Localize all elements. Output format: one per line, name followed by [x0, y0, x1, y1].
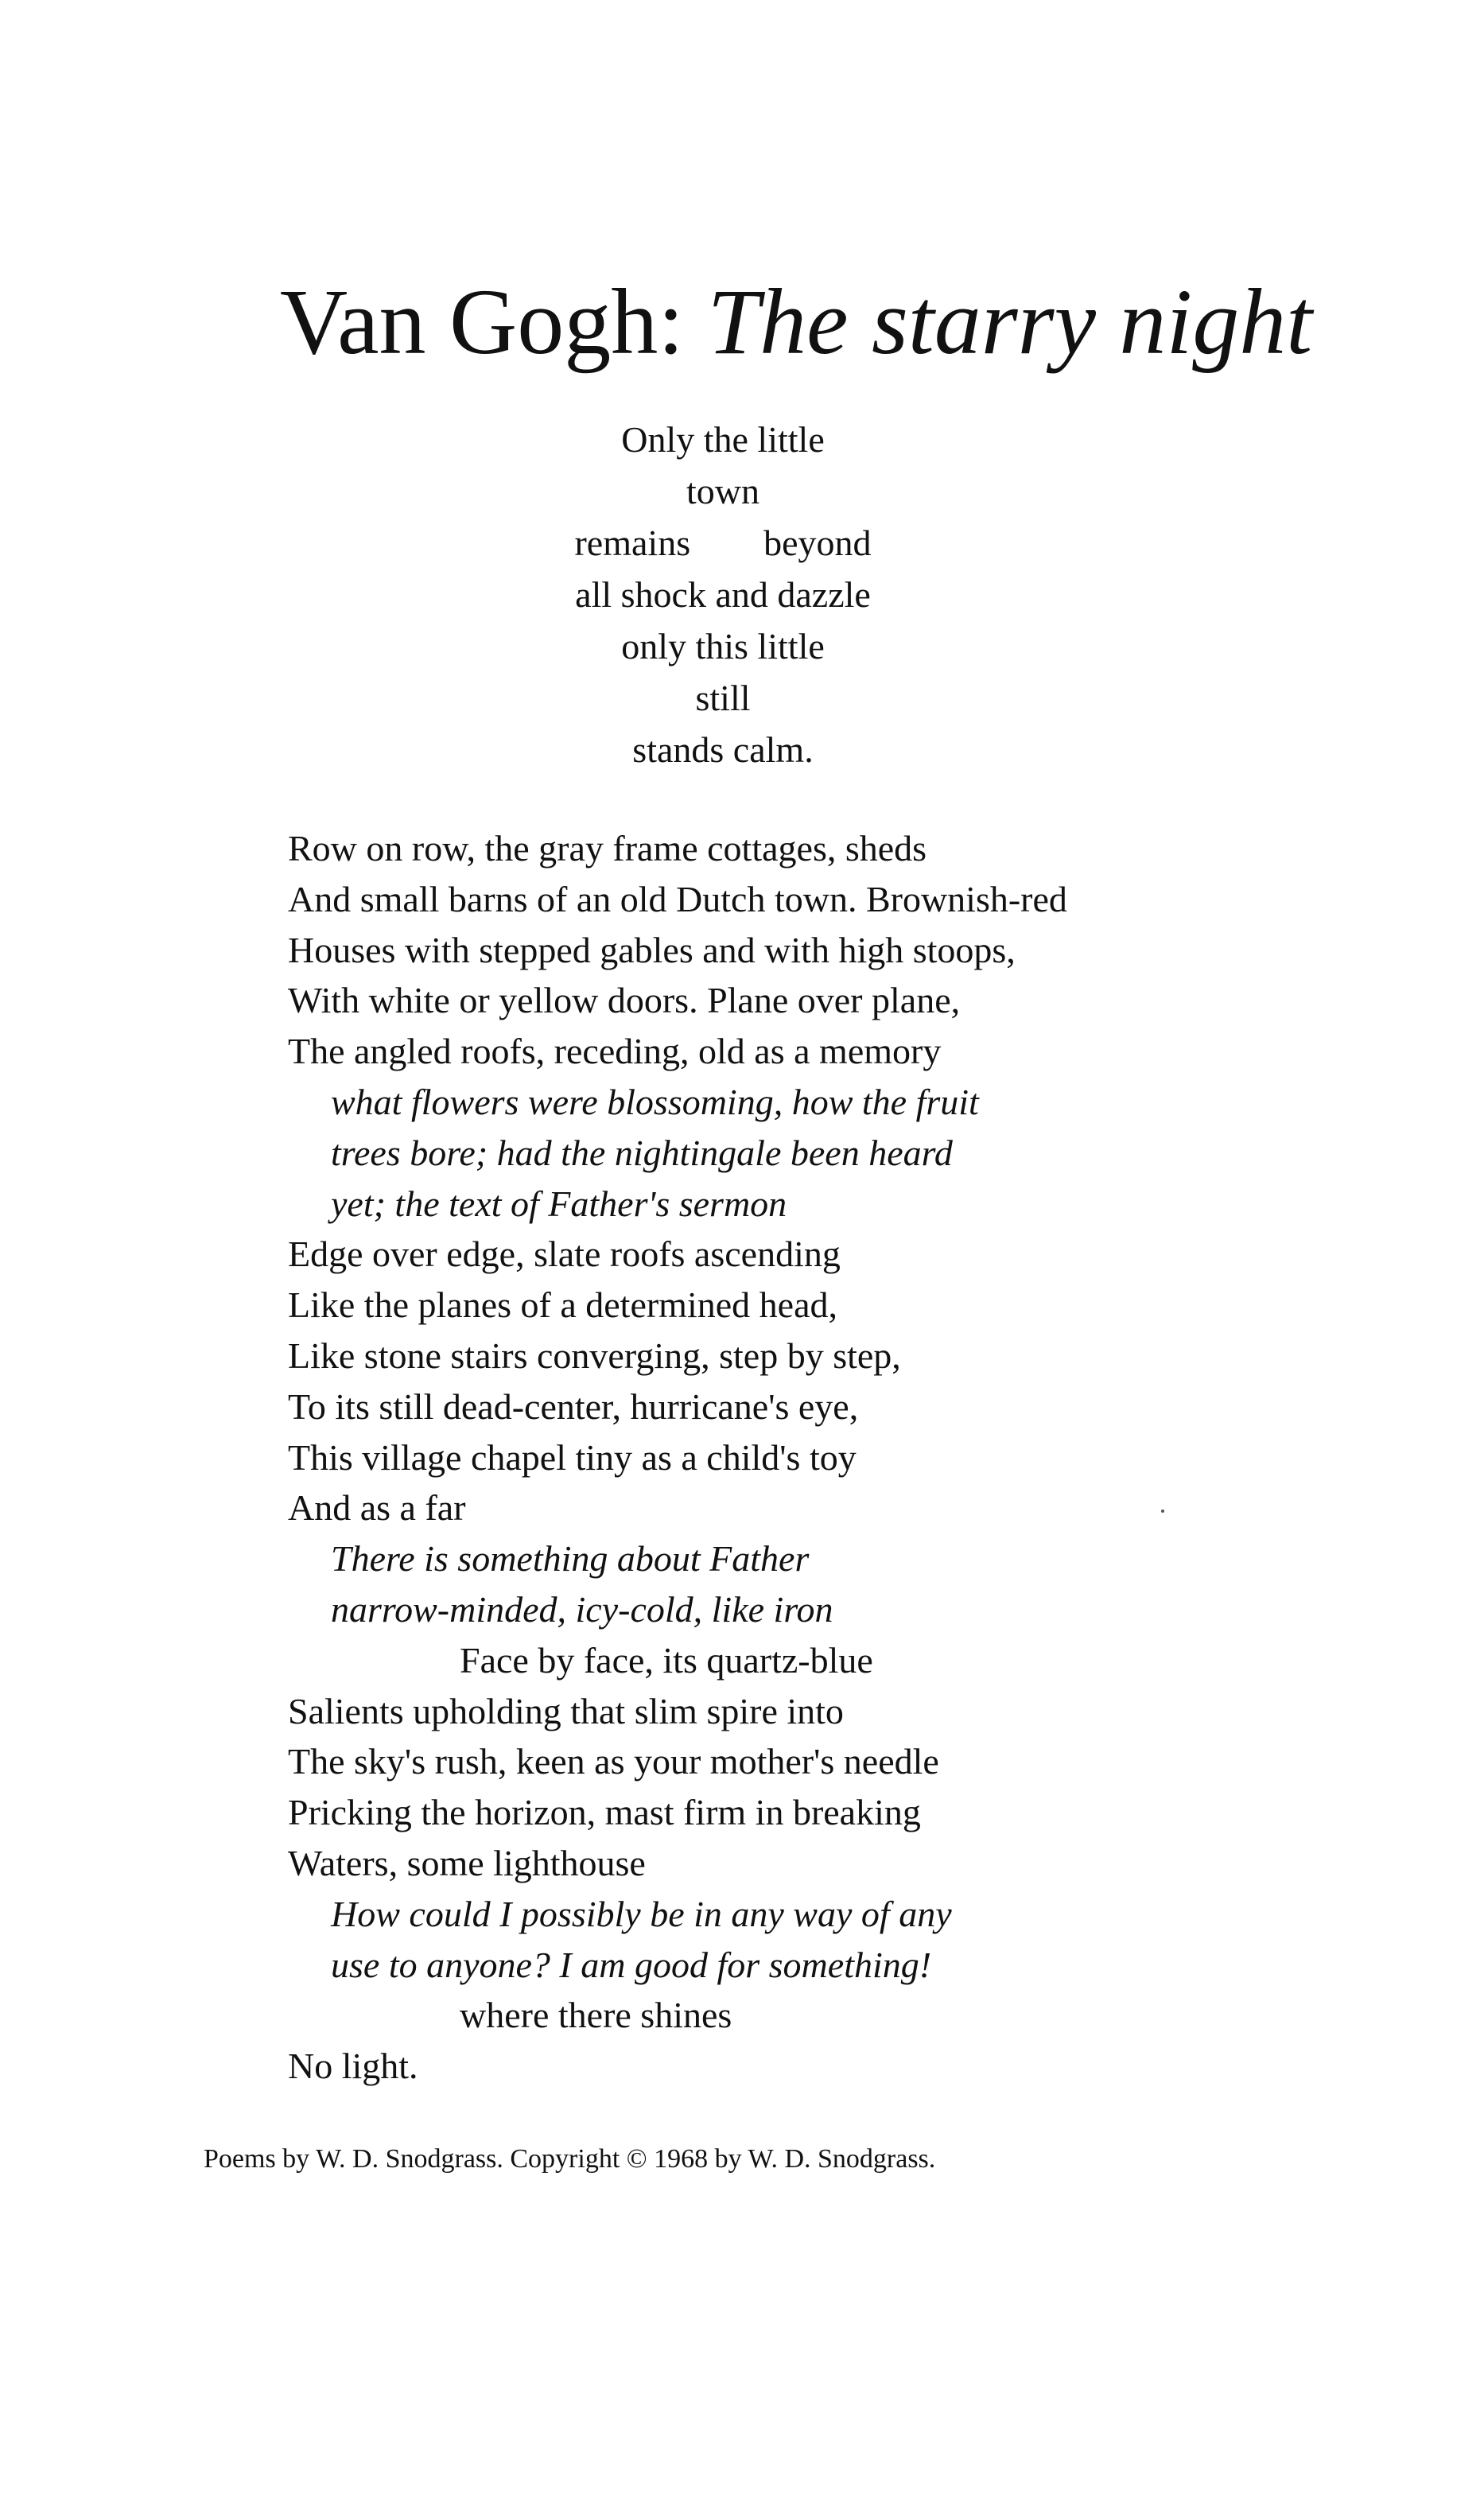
poem-line: Edge over edge, slate roofs ascending	[288, 1234, 841, 1275]
poem-line: The sky's rush, keen as your mother's needle	[288, 1741, 939, 1782]
poem-line: town	[686, 471, 759, 511]
poem-title	[280, 262, 1312, 382]
poem-line: stands calm.	[632, 729, 814, 770]
poem-line: trees bore; had the nightingale been heard	[331, 1132, 953, 1173]
poem-line: Face by face, its quartz-blue	[460, 1639, 873, 1681]
print-speck	[1161, 1510, 1164, 1513]
poem-line: Row on row, the gray frame cottages, sheds	[288, 828, 927, 868]
poem-line: With white or yellow doors. Plane over plane,	[288, 980, 961, 1021]
poem-line: Only the little	[621, 419, 825, 460]
poem-line: To its still dead-center, hurricane's eye,	[288, 1385, 859, 1427]
poem-line: Houses with stepped gables and with high stoops,	[288, 929, 1016, 970]
poem-title-italic: The starry night	[707, 270, 1313, 374]
poem-line: This village chapel tiny as a child's toy	[288, 1436, 857, 1478]
poem-line: remains beyond	[574, 523, 872, 563]
poem-line: There is something about Father	[331, 1538, 810, 1580]
poem-line: Pricking the horizon, mast firm in breaking	[288, 1792, 921, 1833]
poem-line: Waters, some lighthouse	[288, 1842, 646, 1883]
poem-line: all shock and dazzle	[575, 574, 871, 615]
poem-line: No light.	[288, 2046, 418, 2087]
poem-line: what flowers were blossoming, how the fruit	[331, 1081, 979, 1122]
poem-line: only this little	[621, 626, 825, 666]
poem-line: yet; the text of Father's sermon	[331, 1183, 787, 1224]
copyright-footer: Poems by W. D. Snodgrass. Copyright © 1968 by W. D. Snodgrass.	[204, 2144, 936, 2174]
poem-title-plain: Van Gogh:	[280, 270, 708, 374]
main-stanza	[288, 823, 1067, 2092]
poem-line: And small barns of an old Dutch town. Brownish-red	[288, 878, 1067, 919]
poem-line: How could I possibly be in any way of any	[331, 1893, 952, 1934]
poem-line: The angled roofs, receding, old as a memory	[288, 1031, 942, 1072]
poem-line: use to anyone? I am good for something!	[331, 1944, 932, 1985]
poem-line: And as a far	[288, 1487, 466, 1529]
poem-line: still	[695, 678, 751, 718]
poem-line: Like the planes of a determined head,	[288, 1284, 837, 1326]
poem-line: where there shines	[460, 1995, 732, 2036]
poem-line: Like stone stairs converging, step by step,	[288, 1335, 901, 1376]
poem-line: narrow-minded, icy-cold, like iron	[331, 1588, 833, 1630]
poem-line: Salients upholding that slim spire into	[288, 1690, 844, 1731]
